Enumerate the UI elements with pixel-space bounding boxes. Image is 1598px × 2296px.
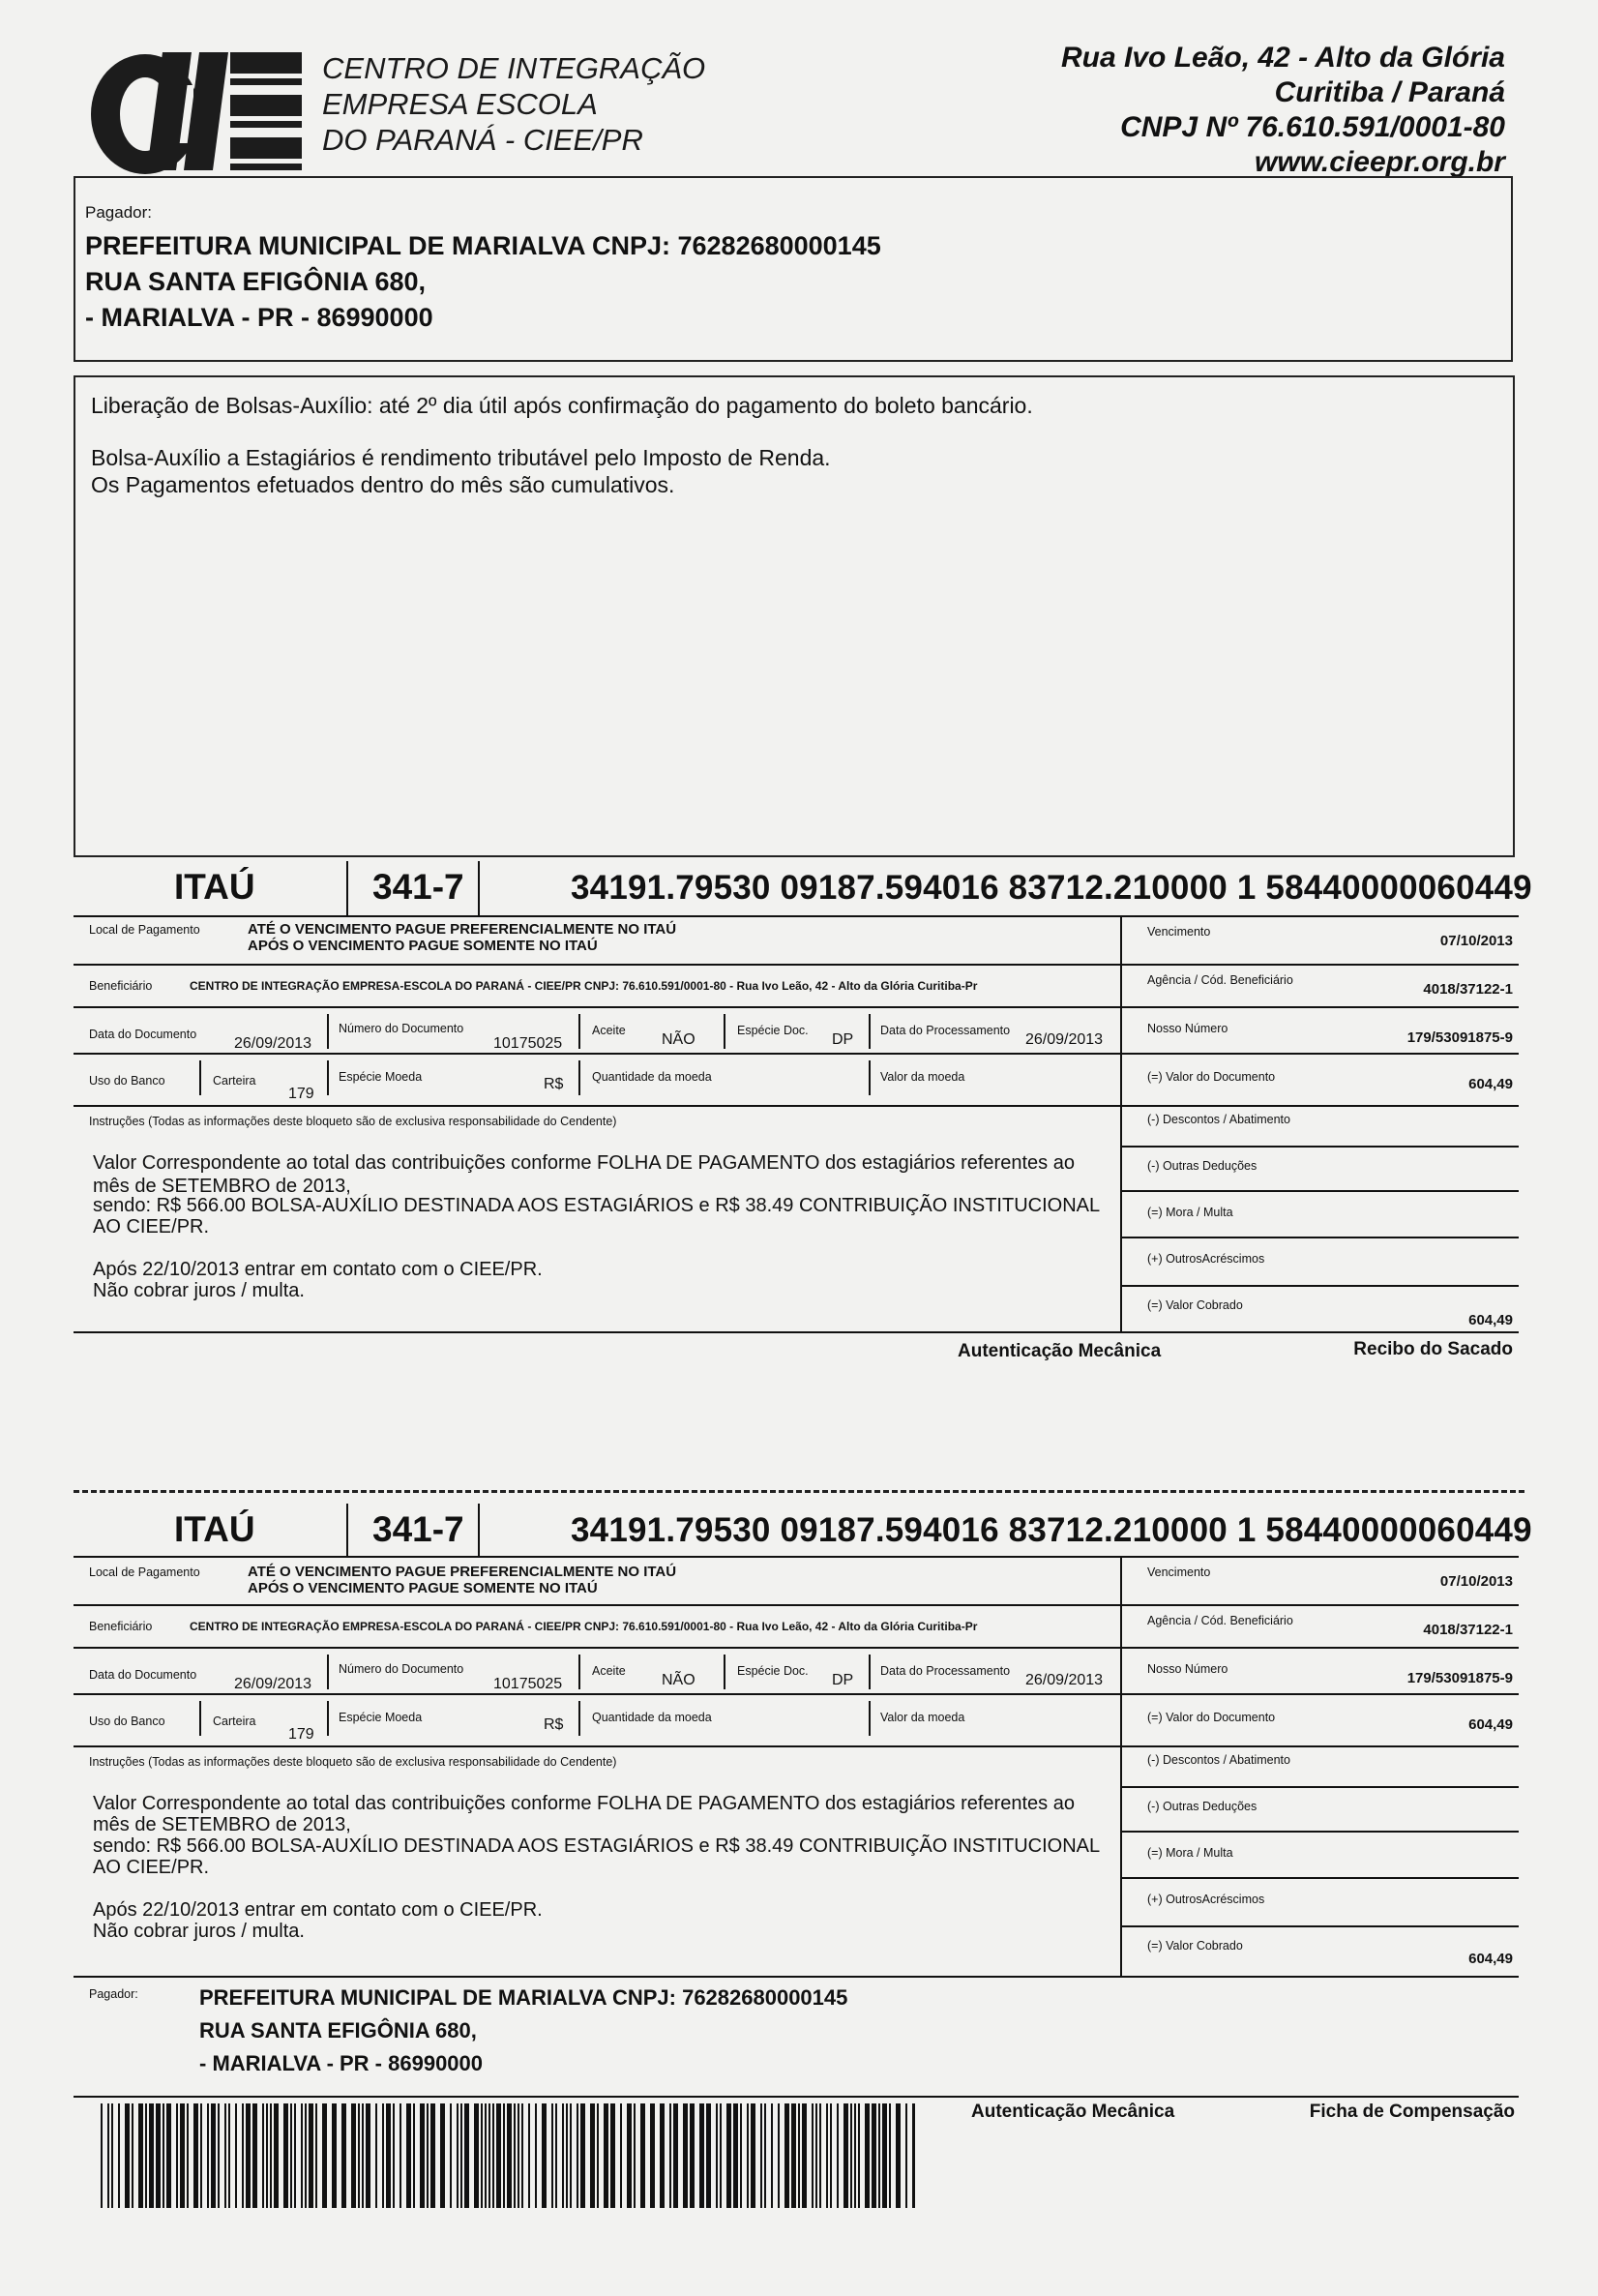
barcode-bar <box>266 2103 268 2208</box>
instrucao-line: Após 22/10/2013 entrar em contato com o CIEE/PR. <box>93 1899 543 1921</box>
barcode-bar <box>149 2103 154 2208</box>
instrucoes-label: Instruções (Todas as informações deste bloqueto são de exclusiva responsabilidade do Cendente) <box>89 1755 617 1769</box>
descontos-label: (-) Descontos / Abatimento <box>1147 1113 1290 1126</box>
aceite-label: Aceite <box>592 1664 626 1678</box>
uso-banco-label: Uso do Banco <box>89 1715 165 1728</box>
barcode-bar <box>716 2103 718 2208</box>
recibo-sacado <box>0 855 1598 1378</box>
barcode-bar <box>815 2103 817 2208</box>
barcode-bar <box>555 2103 557 2208</box>
especie-moeda-value: R$ <box>544 1716 564 1733</box>
barcode-bar <box>386 2103 391 2208</box>
barcode-bar <box>514 2103 516 2208</box>
valor-doc-label: (=) Valor do Documento <box>1147 1070 1276 1084</box>
pagador-line: PREFEITURA MUNICIPAL DE MARIALVA CNPJ: 76282680000145 <box>85 231 881 260</box>
org-address <box>1061 41 1505 180</box>
agencia-value: 4018/37122-1 <box>1423 1622 1513 1638</box>
instrucao-line: mês de SETEMBRO de 2013, <box>93 1176 351 1197</box>
barcode-bar <box>854 2103 856 2208</box>
barcode-bar <box>673 2103 678 2208</box>
barcode-bar <box>111 2103 113 2208</box>
outras-deducoes-label: (-) Outras Deduções <box>1147 1159 1258 1173</box>
barcode-bar <box>166 2103 171 2208</box>
barcode-bar <box>180 2103 185 2208</box>
barcode-bar <box>283 2103 288 2208</box>
barcode-bar <box>450 2103 452 2208</box>
data-proc-label: Data do Processamento <box>880 1024 1011 1037</box>
info-line: Bolsa-Auxílio a Estagiários é rendimento tributável pelo Imposto de Renda. <box>91 445 831 470</box>
barcode-bar <box>341 2103 346 2208</box>
barcode-bar <box>290 2103 292 2208</box>
barcode-bar <box>156 2103 161 2208</box>
barcode-bar <box>107 2103 109 2208</box>
barcode-bar <box>542 2103 547 2208</box>
barcode-bar <box>535 2103 537 2208</box>
barcode-bar <box>413 2103 415 2208</box>
barcode-bar <box>627 2103 632 2208</box>
barcode-bar <box>246 2103 251 2208</box>
barcode-bar <box>270 2103 272 2208</box>
instrucao-line: Não cobrar juros / multa. <box>93 1921 305 1942</box>
vencimento-label: Vencimento <box>1147 1565 1211 1579</box>
aceite-value: NÃO <box>662 1031 695 1048</box>
num-doc-label: Número do Documento <box>339 1662 464 1676</box>
barcode-bar <box>207 2103 209 2208</box>
org-name <box>322 50 705 158</box>
barcode-bar <box>771 2103 773 2208</box>
barcode-bar <box>751 2103 755 2208</box>
barcode-bar <box>826 2103 828 2208</box>
barcode-bar <box>393 2103 395 2208</box>
barcode-bar <box>872 2103 876 2208</box>
recibo-sacado-label: Recibo do Sacado <box>1353 1339 1513 1359</box>
valor-cobrado-value: 604,49 <box>1468 1951 1513 1967</box>
barcode-bar <box>362 2103 364 2208</box>
barcode-bar <box>590 2103 595 2208</box>
barcode-bar <box>440 2103 445 2208</box>
pagador-line: - MARIALVA - PR - 86990000 <box>85 303 433 332</box>
carteira-value: 179 <box>288 1726 314 1743</box>
barcode-bar <box>740 2103 742 2208</box>
outros-acrescimos-label: (+) OutrosAcréscimos <box>1147 1893 1265 1906</box>
barcode-bar <box>252 2103 257 2208</box>
valor-cobrado-label: (=) Valor Cobrado <box>1147 1939 1243 1953</box>
beneficiario-label: Beneficiário <box>89 979 153 993</box>
org-line: CENTRO DE INTEGRAÇÃO <box>322 51 706 85</box>
valor-cobrado-value: 604,49 <box>1468 1312 1513 1328</box>
uso-banco-label: Uso do Banco <box>89 1074 165 1088</box>
especie-moeda-label: Espécie Moeda <box>339 1070 423 1084</box>
descontos-label: (-) Descontos / Abatimento <box>1147 1753 1290 1767</box>
ciee-logo <box>85 46 308 176</box>
nosso-num-label: Nosso Número <box>1147 1022 1228 1035</box>
barcode-bar <box>882 2103 887 2208</box>
local-pagamento <box>248 1564 676 1596</box>
info-box <box>74 375 1515 857</box>
data-proc-value: 26/09/2013 <box>1025 1672 1104 1688</box>
valor-doc-value: 604,49 <box>1468 1076 1513 1092</box>
especie-doc-label: Espécie Doc. <box>737 1664 809 1678</box>
carteira-value: 179 <box>288 1086 314 1102</box>
vencimento-label: Vencimento <box>1147 925 1211 939</box>
barcode-bar <box>837 2103 839 2208</box>
barcode-bar <box>683 2103 688 2208</box>
data-doc-label: Data do Documento <box>89 1028 197 1041</box>
especie-doc-value: DP <box>832 1672 854 1688</box>
vencimento-value: 07/10/2013 <box>1439 1573 1513 1590</box>
barcode-bar <box>492 2103 494 2208</box>
barcode-bar <box>132 2103 133 2208</box>
barcode-bar <box>242 2103 244 2208</box>
pagador-line: RUA SANTA EFIGÔNIA 680, <box>85 267 427 296</box>
barcode-bar <box>784 2103 789 2208</box>
instrucao-line: Após 22/10/2013 entrar em contato com o CIEE/PR. <box>93 1259 543 1280</box>
org-line: DO PARANÁ - CIEE/PR <box>322 123 643 157</box>
barcode-bar <box>896 2103 901 2208</box>
barcode-bar <box>778 2103 780 2208</box>
bank-name: ITAÚ <box>174 1509 255 1549</box>
barcode-bar <box>912 2103 915 2208</box>
local-pagamento-line: APÓS O VENCIMENTO PAGUE SOMENTE NO ITAÚ <box>248 938 598 954</box>
instrucao-line: sendo: R$ 566.00 BOLSA-AUXÍLIO DESTINADA AOS ESTAGIÁRIOS e R$ 38.49 CONTRIBUIÇÃO INSTITUCIONAL <box>93 1195 1101 1216</box>
barcode-bar <box>562 2103 564 2208</box>
barcode-bar <box>551 2103 553 2208</box>
nosso-num-label: Nosso Número <box>1147 1662 1228 1676</box>
barcode-bar <box>503 2103 505 2208</box>
barcode-bar <box>843 2103 848 2208</box>
barcode-bar <box>138 2103 143 2208</box>
pagador-line: RUA SANTA EFIGÔNIA 680, <box>199 2018 477 2043</box>
barcode-bar <box>118 2103 120 2208</box>
cnpj-line: CNPJ Nº 76.610.591/0001-80 <box>1120 111 1505 143</box>
outras-deducoes-label: (-) Outras Deduções <box>1147 1800 1258 1813</box>
barcode-bar <box>669 2103 671 2208</box>
valor-cobrado-label: (=) Valor Cobrado <box>1147 1298 1243 1312</box>
barcode-bar <box>634 2103 636 2208</box>
barcode-bar <box>235 2103 237 2208</box>
barcode-bar <box>187 2103 189 2208</box>
data-doc-value: 26/09/2013 <box>234 1676 312 1692</box>
autenticacao-mecanica: Autenticação Mecânica <box>958 1341 1162 1361</box>
qtd-moeda-label: Quantidade da moeda <box>592 1711 712 1724</box>
pagador-line: - MARIALVA - PR - 86990000 <box>199 2051 484 2075</box>
barcode-bar <box>764 2103 766 2208</box>
autenticacao-mecanica: Autenticação Mecânica <box>971 2102 1175 2122</box>
ficha-pagador-label: Pagador: <box>89 1987 138 2001</box>
barcode-bar <box>315 2103 317 2208</box>
especie-doc-label: Espécie Doc. <box>737 1024 809 1037</box>
local-pagamento-line: ATÉ O VENCIMENTO PAGUE PREFERENCIALMENTE NO ITAÚ <box>248 1564 677 1580</box>
barcode-bar <box>176 2103 178 2208</box>
barcode-bar <box>301 2103 303 2208</box>
info-line: Liberação de Bolsas-Auxílio: até 2º dia útil após confirmação do pagamento do boleto bancário. <box>91 393 1033 418</box>
barcode-bar <box>430 2103 435 2208</box>
barcode-bar <box>496 2103 501 2208</box>
pagador-box <box>74 176 1513 362</box>
instrucao-line: mês de SETEMBRO de 2013, <box>93 1814 351 1835</box>
agencia-label: Agência / Cód. Beneficiário <box>1147 1614 1293 1627</box>
barcode-bar <box>309 2103 313 2208</box>
barcode-bar <box>858 2103 860 2208</box>
barcode-bar <box>620 2103 622 2208</box>
barcode-bar <box>819 2103 821 2208</box>
valor-moeda-label: Valor da moeda <box>880 1070 965 1084</box>
barcode-bar <box>518 2103 519 2208</box>
barcode-bar <box>610 2103 615 2208</box>
pagador-info <box>85 228 1497 336</box>
beneficiario-value: CENTRO DE INTEGRAÇÃO EMPRESA-ESCOLA DO PARANÁ - CIEE/PR CNPJ: 76.610.591/0001-80 - Rua Ivo Leão, 42 - Alto da Glória Curitiba-Pr <box>190 979 978 993</box>
barcode-bar <box>322 2103 327 2208</box>
bank-code: 341-7 <box>372 1509 464 1549</box>
nosso-num-value: 179/53091875-9 <box>1406 1029 1513 1046</box>
barcode-bar <box>580 2103 585 2208</box>
address-line: Rua Ivo Leão, 42 - Alto da Glória <box>1061 42 1505 74</box>
barcode-bar <box>460 2103 462 2208</box>
barcode-bar <box>218 2103 220 2208</box>
barcode-bar <box>262 2103 264 2208</box>
especie-moeda-label: Espécie Moeda <box>339 1711 423 1724</box>
barcode-bar <box>351 2103 356 2208</box>
data-doc-label: Data do Documento <box>89 1668 197 1682</box>
barcode-bar <box>224 2103 226 2208</box>
barcode-bar <box>747 2103 749 2208</box>
nosso-num-value: 179/53091875-9 <box>1406 1670 1513 1686</box>
barcode-bar <box>706 2103 711 2208</box>
barcode-bar <box>481 2103 483 2208</box>
beneficiario-label: Beneficiário <box>89 1620 153 1633</box>
mora-label: (=) Mora / Multa <box>1147 1206 1233 1219</box>
barcode-bar <box>604 2103 608 2208</box>
pagador-line: PREFEITURA MUNICIPAL DE MARIALVA CNPJ: 76282680000145 <box>199 1985 848 2010</box>
barcode <box>101 2103 915 2208</box>
linha-digitavel: 34191.79530 09187.594016 83712.210000 1 58440000060449 <box>571 869 1532 907</box>
barcode-bar <box>720 2103 722 2208</box>
barcode-bar <box>228 2103 230 2208</box>
instrucao-line: Não cobrar juros / multa. <box>93 1280 305 1301</box>
website-line[interactable]: www.cieepr.org.br <box>1255 146 1505 178</box>
instrucao-line: Valor Correspondente ao total das contribuições conforme FOLHA DE PAGAMENTO dos estagiários referentes ao <box>93 1793 1075 1814</box>
barcode-bar <box>420 2103 425 2208</box>
instrucao-line: AO CIEE/PR. <box>93 1216 210 1237</box>
barcode-bar <box>358 2103 360 2208</box>
barcode-bar <box>366 2103 370 2208</box>
barcode-bar <box>427 2103 429 2208</box>
barcode-bar <box>101 2103 103 2208</box>
barcode-bar <box>474 2103 479 2208</box>
barcode-bar <box>382 2103 384 2208</box>
ficha-compensacao-label: Ficha de Compensação <box>1309 2102 1515 2122</box>
barcode-bar <box>570 2103 572 2208</box>
num-doc-value: 10175025 <box>493 1035 563 1052</box>
barcode-bar <box>699 2103 704 2208</box>
barcode-bar <box>733 2103 738 2208</box>
barcode-bar <box>798 2103 800 2208</box>
barcode-bar <box>760 2103 762 2208</box>
agencia-label: Agência / Cód. Beneficiário <box>1147 973 1293 987</box>
beneficiario-value: CENTRO DE INTEGRAÇÃO EMPRESA-ESCOLA DO PARANÁ - CIEE/PR CNPJ: 76.610.591/0001-80 - Rua Ivo Leão, 42 - Alto da Glória Curitiba-Pr <box>190 1620 978 1633</box>
ficha-pagador-info <box>199 1982 847 2080</box>
barcode-bar <box>406 2103 411 2208</box>
barcode-bar <box>812 2103 814 2208</box>
barcode-bar <box>650 2103 655 2208</box>
barcode-bar <box>878 2103 880 2208</box>
local-pagamento-label: Local de Pagamento <box>89 1565 200 1579</box>
especie-doc-value: DP <box>832 1031 854 1048</box>
instrucao-line: AO CIEE/PR. <box>93 1857 210 1878</box>
barcode-bar <box>294 2103 296 2208</box>
outros-acrescimos-label: (+) OutrosAcréscimos <box>1147 1252 1265 1266</box>
barcode-bar <box>521 2103 523 2208</box>
cut-line <box>74 1490 1524 1493</box>
local-pagamento <box>248 921 676 954</box>
barcode-bar <box>507 2103 512 2208</box>
local-pagamento-label: Local de Pagamento <box>89 923 200 937</box>
vencimento-value: 07/10/2013 <box>1439 933 1513 949</box>
barcode-bar <box>865 2103 870 2208</box>
barcode-bar <box>566 2103 568 2208</box>
valor-doc-value: 604,49 <box>1468 1716 1513 1733</box>
barcode-bar <box>211 2103 216 2208</box>
instrucao-line: sendo: R$ 566.00 BOLSA-AUXÍLIO DESTINADA AOS ESTAGIÁRIOS e R$ 38.49 CONTRIBUIÇÃO INSTITUCIONAL <box>93 1835 1101 1857</box>
bank-name: ITAÚ <box>174 867 255 907</box>
bank-code: 341-7 <box>372 867 464 907</box>
num-doc-value: 10175025 <box>493 1676 563 1692</box>
barcode-bar <box>640 2103 645 2208</box>
barcode-bar <box>125 2103 130 2208</box>
barcode-bar <box>726 2103 731 2208</box>
org-line: EMPRESA ESCOLA <box>322 87 598 121</box>
instrucao-line: Valor Correspondente ao total das contribuições conforme FOLHA DE PAGAMENTO dos estagiários referentes ao <box>93 1152 1075 1174</box>
num-doc-label: Número do Documento <box>339 1022 464 1035</box>
barcode-bar <box>305 2103 307 2208</box>
aceite-value: NÃO <box>662 1672 695 1688</box>
barcode-bar <box>464 2103 469 2208</box>
address-line: Curitiba / Paraná <box>1274 76 1505 108</box>
barcode-bar <box>597 2103 599 2208</box>
agencia-value: 4018/37122-1 <box>1423 981 1513 998</box>
barcode-bar <box>400 2103 401 2208</box>
linha-digitavel: 34191.79530 09187.594016 83712.210000 1 58440000060449 <box>571 1511 1532 1549</box>
barcode-bar <box>145 2103 147 2208</box>
ficha-compensacao <box>0 1498 1598 1982</box>
barcode-bar <box>830 2103 832 2208</box>
barcode-bar <box>332 2103 337 2208</box>
barcode-bar <box>193 2103 198 2208</box>
barcode-bar <box>850 2103 852 2208</box>
barcode-bar <box>791 2103 796 2208</box>
pagador-label: Pagador: <box>85 203 152 222</box>
barcode-bar <box>163 2103 164 2208</box>
carteira-label: Carteira <box>213 1715 256 1728</box>
barcode-bar <box>375 2103 377 2208</box>
barcode-bar <box>660 2103 665 2208</box>
barcode-bar <box>802 2103 807 2208</box>
valor-doc-label: (=) Valor do Documento <box>1147 1711 1276 1724</box>
data-proc-value: 26/09/2013 <box>1025 1031 1104 1048</box>
barcode-bar <box>488 2103 490 2208</box>
valor-moeda-label: Valor da moeda <box>880 1711 965 1724</box>
barcode-bar <box>905 2103 907 2208</box>
barcode-bar <box>200 2103 202 2208</box>
local-pagamento-line: ATÉ O VENCIMENTO PAGUE PREFERENCIALMENTE NO ITAÚ <box>248 921 677 938</box>
data-doc-value: 26/09/2013 <box>234 1035 312 1052</box>
barcode-bar <box>889 2103 891 2208</box>
data-proc-label: Data do Processamento <box>880 1664 1011 1678</box>
barcode-bar <box>577 2103 578 2208</box>
local-pagamento-line: APÓS O VENCIMENTO PAGUE SOMENTE NO ITAÚ <box>248 1580 598 1596</box>
barcode-bar <box>274 2103 279 2208</box>
carteira-label: Carteira <box>213 1074 256 1088</box>
barcode-bar <box>690 2103 695 2208</box>
barcode-bar <box>528 2103 530 2208</box>
info-line: Os Pagamentos efetuados dentro do mês são cumulativos. <box>91 472 675 497</box>
mora-label: (=) Mora / Multa <box>1147 1846 1233 1860</box>
barcode-bar <box>457 2103 459 2208</box>
especie-moeda-value: R$ <box>544 1076 564 1092</box>
qtd-moeda-label: Quantidade da moeda <box>592 1070 712 1084</box>
barcode-bar <box>485 2103 487 2208</box>
instrucoes-label: Instruções (Todas as informações deste bloqueto são de exclusiva responsabilidade do Cendente) <box>89 1115 617 1128</box>
aceite-label: Aceite <box>592 1024 626 1037</box>
